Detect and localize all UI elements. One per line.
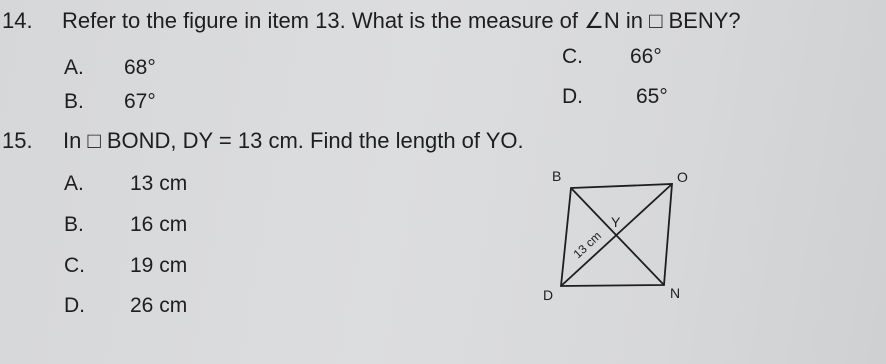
item14-option-c-text[interactable]: 66° xyxy=(630,45,662,68)
item15-option-d-text[interactable]: 26 cm xyxy=(130,294,188,317)
item14-number: 14. xyxy=(2,8,33,33)
item15-question: In □ BOND, DY = 13 cm. Find the length of YO. xyxy=(63,128,524,153)
vertex-label-n: N xyxy=(670,285,681,301)
item15-option-b-letter[interactable]: B. xyxy=(64,213,84,236)
vertex-label-d: D xyxy=(543,287,554,303)
item14-option-d-text[interactable]: 65° xyxy=(636,85,668,108)
vertex-label-o: O xyxy=(677,169,688,185)
item15-option-a-letter[interactable]: A. xyxy=(64,172,84,195)
diagonal-d-o xyxy=(561,184,672,286)
item15-option-c-letter[interactable]: C. xyxy=(64,254,85,277)
vertex-label-b: B xyxy=(552,168,562,184)
item14-question: Refer to the figure in item 13. What is the measure of ∠N in □ BENY? xyxy=(62,8,741,33)
item15-option-c-text[interactable]: 19 cm xyxy=(130,254,188,277)
item14-option-a-text[interactable]: 68° xyxy=(124,56,156,79)
segment-label-dy: 13 cm xyxy=(570,228,604,262)
item14-option-b-text[interactable]: 67° xyxy=(124,90,156,113)
item15-option-a-text[interactable]: 13 cm xyxy=(130,172,188,195)
item14-option-b-letter[interactable]: B. xyxy=(64,90,84,113)
item14-option-d-letter[interactable]: D. xyxy=(562,85,583,108)
item14-option-a-letter[interactable]: A. xyxy=(64,56,84,79)
center-label-y: Y xyxy=(611,214,621,230)
item15-option-d-letter[interactable]: D. xyxy=(64,294,85,317)
parallelogram-bond-figure xyxy=(535,165,705,305)
item15-option-b-text[interactable]: 16 cm xyxy=(130,213,188,236)
item14-option-c-letter[interactable]: C. xyxy=(562,45,583,68)
item15-number: 15. xyxy=(2,128,33,153)
